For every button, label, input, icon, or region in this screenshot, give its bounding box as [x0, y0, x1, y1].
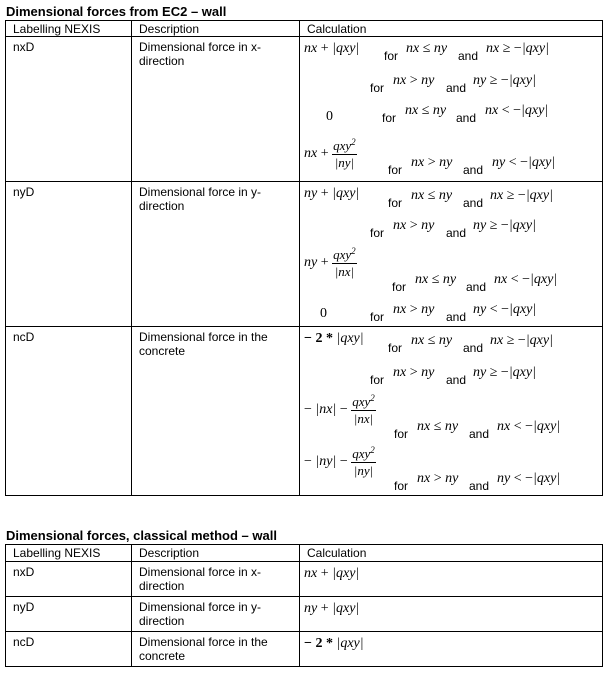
row-label: nxD	[6, 562, 132, 597]
table-row	[6, 327, 603, 496]
header-description: Description	[132, 21, 300, 37]
table-row	[6, 182, 603, 327]
row-description: Dimensional force in y-direction	[132, 597, 300, 632]
row-calculation: nx + |qxy| for nx ≤ ny and nx ≥ −|qxy| for nx > ny and ny ≥ −|qxy| 0 for nx ≤ ny and nx < −|qxy| nx + $\frac{qxy^2}{|ny|}$ for nx > ny and ny < −|qxy|	[300, 37, 603, 182]
row-description: Dimensional force in the concrete	[132, 632, 300, 667]
header-description: Description	[132, 545, 300, 562]
row-label: nyD	[6, 597, 132, 632]
table-row	[6, 37, 603, 182]
table-row	[6, 632, 603, 667]
row-label: nxD	[6, 37, 132, 182]
row-description: Dimensional force in x-direction	[132, 562, 300, 597]
ec2-wall-table	[5, 20, 603, 496]
section-2-title: Dimensional forces, classical method – wall	[6, 528, 277, 543]
table-header-row	[6, 545, 603, 562]
row-description: Dimensional force in y-direction	[132, 182, 300, 327]
header-labelling: Labelling NEXIS	[6, 21, 132, 37]
row-description: Dimensional force in the concrete	[132, 327, 300, 496]
row-calculation: − 2 * |qxy|	[300, 632, 603, 667]
row-label: ncD	[6, 632, 132, 667]
section-1-title: Dimensional forces from EC2 – wall	[6, 4, 227, 19]
row-label: nyD	[6, 182, 132, 327]
row-calculation: − 2 * |qxy| for nx ≤ ny and nx ≥ −|qxy| for nx > ny and ny ≥ −|qxy| − |nx| − $\frac{qxy^2}{|nx|}$ for nx ≤ ny and nx < −|qxy| − |ny| − $\frac{qxy^2}{|ny|}$ for nx > ny and ny < −|qxy|	[300, 327, 603, 496]
row-label: ncD	[6, 327, 132, 496]
header-labelling: Labelling NEXIS	[6, 545, 132, 562]
row-calculation: ny + |qxy|	[300, 597, 603, 632]
classical-wall-table	[5, 544, 603, 667]
header-calculation: Calculation	[300, 545, 603, 562]
table-row	[6, 597, 603, 632]
header-calculation: Calculation	[300, 21, 603, 37]
table-row	[6, 562, 603, 597]
table-header-row	[6, 21, 603, 37]
row-calculation: nx + |qxy|	[300, 562, 603, 597]
row-description: Dimensional force in x-direction	[132, 37, 300, 182]
row-calculation: ny + |qxy| for nx ≤ ny and nx ≥ −|qxy| for nx > ny and ny ≥ −|qxy| ny + $\frac{qxy^2}{|nx|}$ for nx ≤ ny and nx < −|qxy| 0 for nx > ny and ny < −|qxy|	[300, 182, 603, 327]
